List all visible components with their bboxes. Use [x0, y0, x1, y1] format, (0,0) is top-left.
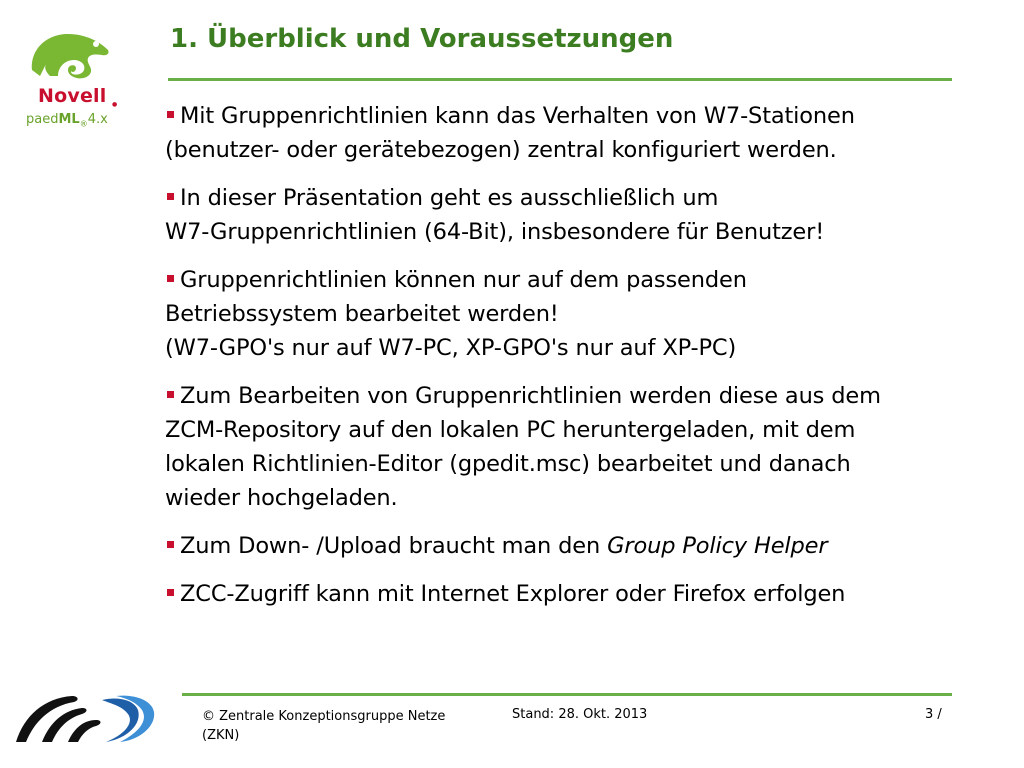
- bullet-square-icon: [167, 275, 174, 282]
- novell-paedml-logo: [18, 26, 128, 136]
- bullet-list: [165, 99, 985, 625]
- bullet-text: Gruppenrichtlinien können nur auf dem passenden Betriebssystem bearbeitet werden! (W7-GPO's nur auf W7-PC, XP-GPO's nur auf XP-PC): [165, 267, 747, 361]
- bullet-item-3: [165, 263, 985, 365]
- bullet-text: In dieser Präsentation geht es ausschließlich um W7-Gruppenrichtlinien (64-Bit), insbesondere für Benutzer!: [165, 185, 825, 245]
- novell-wordmark: Novell: [38, 85, 107, 107]
- bullet-item-1: [165, 99, 985, 167]
- title-divider: [168, 78, 952, 81]
- bullet-square-icon: [167, 193, 174, 200]
- paedml-wordmark: [26, 112, 108, 129]
- bullet-text: Zum Bearbeiten von Gruppenrichtlinien werden diese aus dem ZCM-Repository auf den lokalen PC heruntergeladen, mit dem lokalen Richtlinien-Editor (gpedit.msc) bearbeitet und danach wieder hochgeladen.: [165, 383, 881, 511]
- footer-date: Stand: 28. Okt. 2013: [512, 707, 648, 722]
- bullet-square-icon: [167, 111, 174, 118]
- footer-page-number: 3 /: [925, 707, 942, 722]
- slide-title: 1. Überblick und Voraussetzungen: [170, 24, 674, 54]
- bullet-item-2: [165, 181, 985, 249]
- chameleon-logo-icon: [24, 26, 114, 84]
- bullet-square-icon: [167, 541, 174, 548]
- bullet-text: Zum Down- /Upload braucht man den: [180, 533, 608, 559]
- paedml-ml: ML: [58, 112, 80, 127]
- bullet-item-4: [165, 379, 985, 515]
- paedml-prefix: paed: [26, 112, 59, 127]
- paedml-registered: ®: [79, 119, 88, 129]
- bullet-square-icon: [167, 391, 174, 398]
- group-policy-helper-term: Group Policy Helper: [607, 533, 828, 559]
- bullet-item-5: [165, 529, 985, 563]
- novell-trademark-dot: ●: [112, 101, 118, 108]
- bullet-text: Mit Gruppenrichtlinien kann das Verhalten von W7-Stationen (benutzer- oder gerätebezogen) zentral konfiguriert werden.: [165, 103, 855, 163]
- paedml-version: 4.x: [87, 112, 108, 127]
- bullet-text: ZCC-Zugriff kann mit Internet Explorer oder Firefox erfolgen: [180, 581, 846, 607]
- footer-divider: [182, 693, 952, 696]
- footer-copyright: © Zentrale Konzeptionsgruppe Netze (ZKN): [202, 709, 446, 743]
- bullet-square-icon: [167, 589, 174, 596]
- bullet-item-6: [165, 577, 985, 611]
- zkn-logo-icon: [14, 692, 156, 744]
